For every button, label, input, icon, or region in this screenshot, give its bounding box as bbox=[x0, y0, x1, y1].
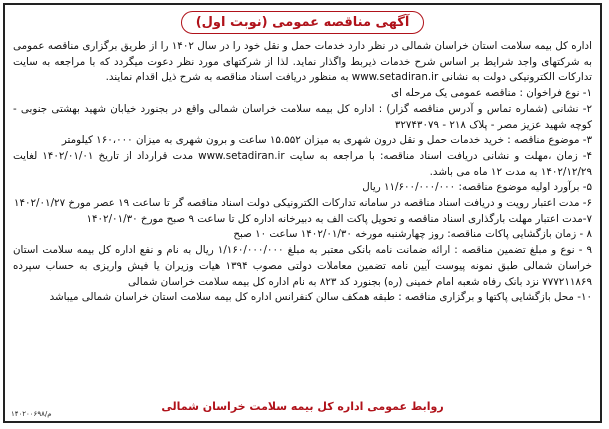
item-9: ۹ - نوع و مبلغ تضمین مناقصه : ارائه ضمانت نامه بانکی معتبر به مبلغ ۱/۱۶۰/۰۰۰/۰۰۰ ریال به نام و نفع اداره کل بیمه سلامت استان خراسان شمالی طبق نمونه پیوست آیین نامه تضمین معاملات دولتی مصوب ۱۳۹۴ هیات وزیران یا فیش واریزی به حساب سپرده ۷۷۷۲۱۱۸۶۹ نزد بانک رفاه شعبه امام خمینی (ره) بجنورد کد ۸۲۳ به نام اداره کل بیمه سلامت خراسان شمالی bbox=[13, 244, 593, 288]
tender-notice bbox=[3, 3, 602, 423]
item-6: ۶- مدت اعتبار رویت و دریافت اسناد مناقصه در سامانه تدارکات الکترونیکی دولت اسناد مناقصه گر تا ساعت ۱۹ عصر مورخ ۱۴۰۲/۰۱/۲۷ bbox=[13, 197, 592, 210]
item-1: ۱- نوع فراخوان : مناقصه عمومی یک مرحله ای bbox=[391, 87, 592, 100]
notice-title: آگهی مناقصه عمومی (نوبت اول) bbox=[181, 11, 425, 34]
notice-code: ۱۴۰۲۰۰۶۹۸/م bbox=[11, 410, 52, 418]
notice-body bbox=[13, 39, 592, 306]
notice-footer: روابط عمومی اداره کل بیمه سلامت خراسان شمالی bbox=[161, 400, 444, 413]
item-2: ۲- نشانی (شماره تماس و آدرس مناقصه گزار) : اداره کل بیمه سلامت خراسان شمالی واقع در بجنورد خیابان شهید بهشتی جنوبی - کوچه شهید عزیز مصر - پلاک ۲۱۸ - ۳۲۷۴۳۰۷۹ bbox=[13, 102, 592, 131]
item-3: ۳- موضوع مناقصه : خرید خدمات حمل و نقل درون شهری به میزان ۱۵.۵۵۲ ساعت و برون شهری به میزان ۱۶۰،۰۰۰ کیلومتر bbox=[61, 134, 592, 147]
title-wrap bbox=[5, 11, 600, 35]
intro-paragraph: اداره کل بیمه سلامت استان خراسان شمالی در نظر دارد خدمات حمل و نقل خود را در سال ۱۴۰۲ را از طریق برگزاری مناقصه عمومی به شرکتهای واجد شرایط بر اساس شرح خدمات ذیربط واگذار نماید. لذا از شرکتهای مورد نظر دعوت میگردد که با مراجعه به سایت تدارکات الکترونیکی دولت به نشانی www.setadiran.ir به منظور دریافت اسناد مناقصه به شرح ذیل اقدام نمایند. bbox=[13, 40, 592, 84]
item-7: ۷-مدت اعتبار مهلت بارگذاری اسناد مناقصه و تحویل پاکت الف به دبیرخانه اداره کل تا ساعت ۹ صبح مورخ ۱۴۰۲/۰۱/۳۰ bbox=[86, 212, 592, 225]
item-5: ۵- برآورد اولیه موضوع مناقصه: ۱۱/۶۰۰/۰۰۰/۰۰۰ ریال bbox=[362, 181, 592, 194]
item-8: ۸ - زمان بازگشایی پاکات مناقصه: روز چهارشنبه مورخه ۱۴۰۲/۰۱/۳۰ ساعت ۱۰ صبح bbox=[233, 228, 592, 241]
item-10: ۱۰- محل بازگشایی پاکتها و برگزاری مناقصه : طبقه همکف سالن کنفرانس اداره کل بیمه سلامت استان خراسان شمالی میباشد bbox=[49, 291, 592, 304]
item-4: ۴- زمان ،مهلت و نشانی دریافت اسناد مناقصه: با مراجعه به سایت www.setadiran.ir مدت قرارداد از تاریخ ۱۴۰۲/۰۱/۰۱ لغایت ۱۴۰۲/۱۲/۲۹ به مدت ۱۲ ماه می باشد. bbox=[13, 149, 592, 178]
